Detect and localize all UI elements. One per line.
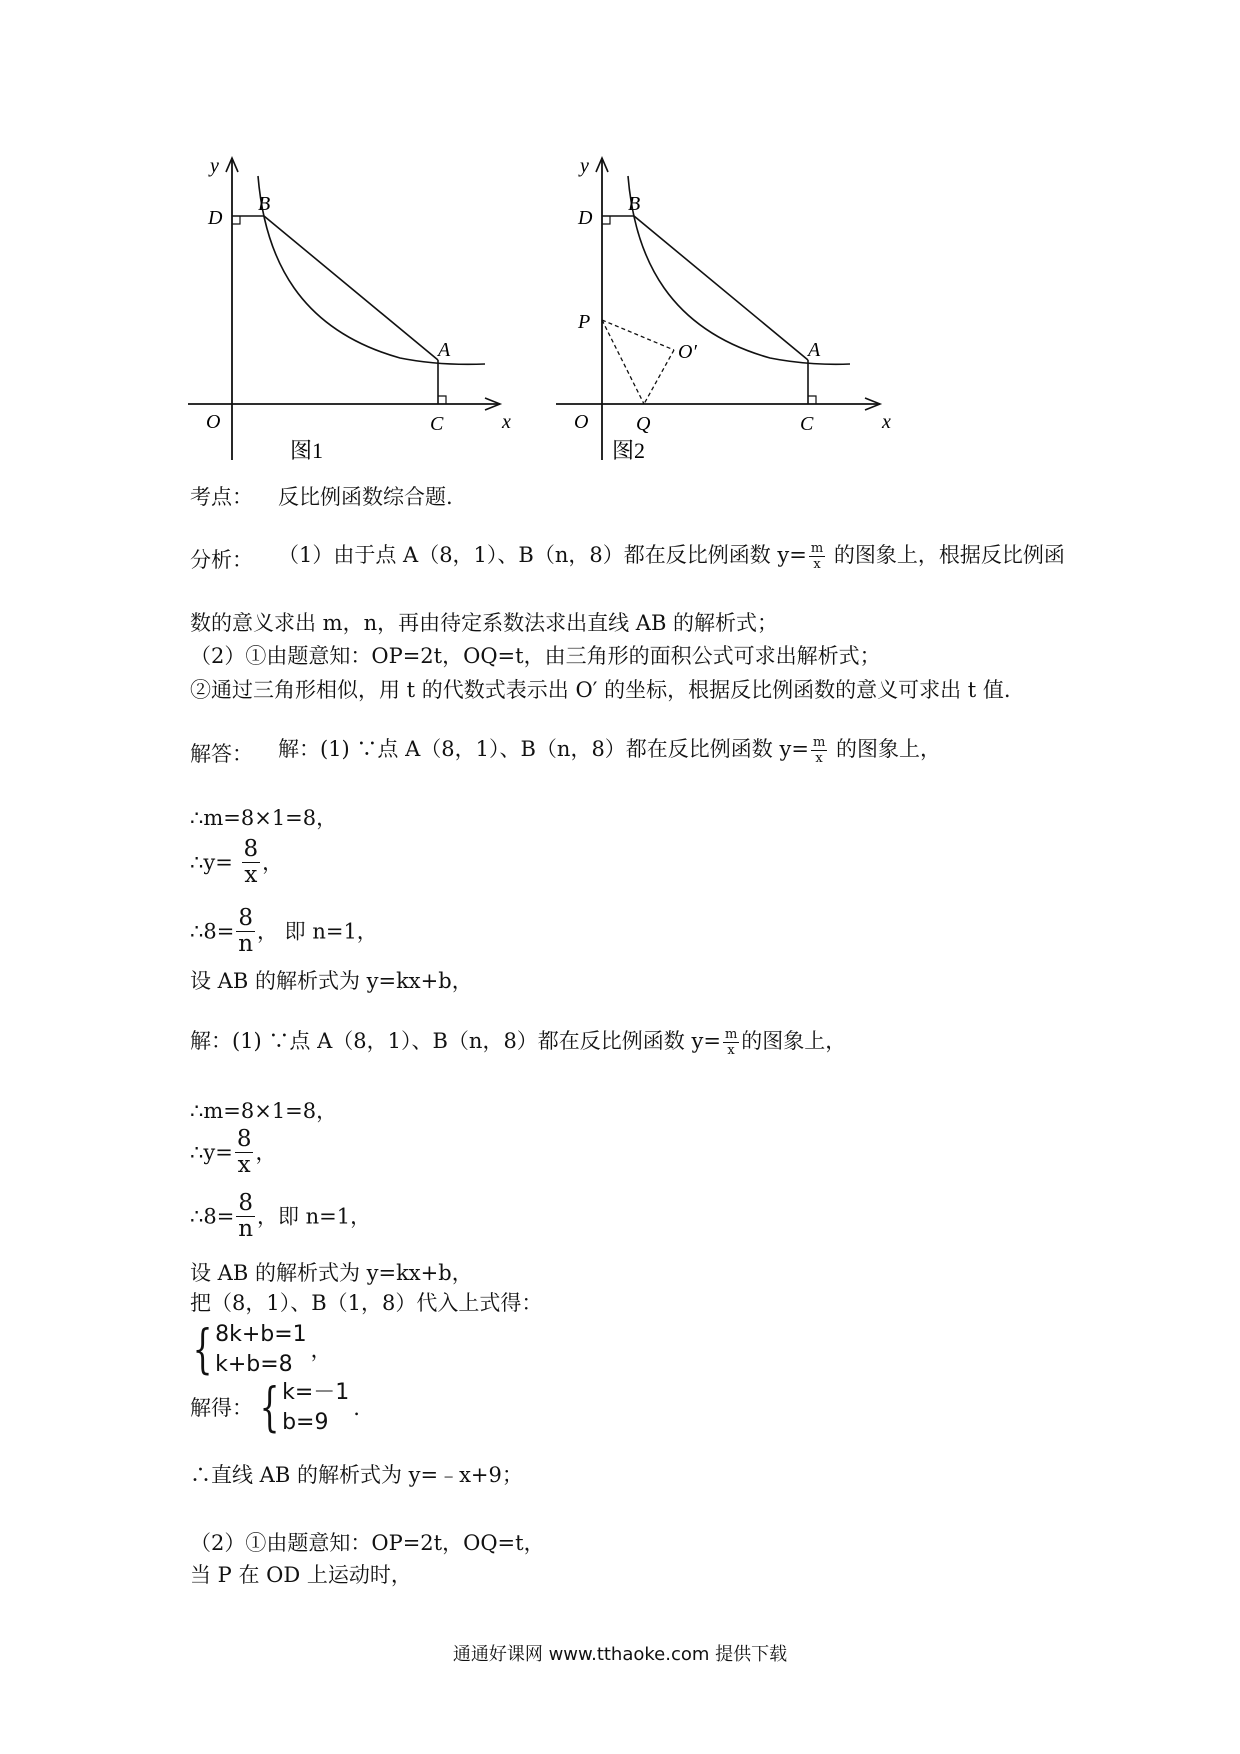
jieda-fraction xyxy=(811,736,827,765)
fig2-label-x: x xyxy=(882,411,891,433)
sol2-step-2 xyxy=(190,1128,276,1177)
sol2-step-3-den: n xyxy=(238,1216,254,1242)
sol2-system-2-eq2: b=9 xyxy=(282,1410,329,1435)
fig2-right-angle-d xyxy=(602,216,610,224)
figure-2 xyxy=(550,150,900,470)
jieda-step-1: ∴m=8×1=8， xyxy=(190,806,338,830)
fenxi-line-3: （2）①由题意知：OP=2t，OQ=t，由三角形的面积公式可求出解析式； xyxy=(190,644,881,668)
jieda-step-3-num: 8 xyxy=(238,905,253,931)
kaodian-text: 反比例函数综合题. xyxy=(278,485,453,509)
fig1-label-y: y xyxy=(210,155,219,177)
fenxi-line-1a: （1）由于点 A（8，1）、B（n，8）都在反比例函数 y= xyxy=(278,543,807,567)
sol2-step-2b: ， xyxy=(255,1140,277,1165)
fig1-label-o: O xyxy=(206,411,221,433)
jieda-step-2-den: x xyxy=(244,862,258,888)
fig2-right-angle-c xyxy=(808,396,816,404)
jieda-step-3 xyxy=(190,907,378,956)
fenxi-line-1 xyxy=(278,542,1065,571)
fenxi-fraction xyxy=(809,542,825,571)
sol2-step-3b: ，即 n=1， xyxy=(256,1204,372,1229)
sol2-system-2-end: . xyxy=(353,1396,360,1420)
fig2-label-p: P xyxy=(578,311,591,333)
jieda-step-2-num: 8 xyxy=(243,836,259,862)
sol2-system-1-eq2: k+b=8 xyxy=(215,1352,293,1377)
jieda-line-1b: 的图象上， xyxy=(829,737,941,761)
kaodian-label: 考点： xyxy=(190,485,253,509)
sol2-step-8: （2）①由题意知：OP=2t，OQ=t， xyxy=(190,1531,545,1555)
fig2-label-q: Q xyxy=(636,413,651,435)
fig2-label-c: C xyxy=(800,413,814,435)
jieda-step-3a: ∴8= xyxy=(190,919,235,944)
jieda-step-3-fraction xyxy=(236,907,255,956)
jieda-step-3-den: n xyxy=(238,931,254,957)
sol2-step-3-fraction xyxy=(236,1192,255,1241)
jieda-step-3b: ， 即 n=1， xyxy=(256,919,378,944)
sol2-step-7: ∴直线 AB 的解析式为 y=﹣x+9； xyxy=(190,1463,523,1487)
fenxi-line-2: 数的意义求出 m，n，再由待定系数法求出直线 AB 的解析式； xyxy=(190,611,779,635)
fig2-label-d: D xyxy=(578,207,593,229)
jieda-step-2-fraction xyxy=(242,838,261,887)
fig1-caption: 图1 xyxy=(290,438,324,463)
sol2-step-5: 把（8，1）、B（1，8）代入上式得： xyxy=(190,1291,543,1315)
jieda-label: 解答： xyxy=(190,742,253,766)
fig2-label-a: A xyxy=(808,339,821,361)
jieda-step-4: 设 AB 的解析式为 y=kx+b， xyxy=(190,969,473,993)
sol2-system-1 xyxy=(186,1320,332,1380)
sol2-step-6: 解得： xyxy=(190,1396,253,1420)
fig2-caption: 图2 xyxy=(612,438,646,463)
sol2-step-4: 设 AB 的解析式为 y=kx+b， xyxy=(190,1261,473,1285)
fig2-hyperbola xyxy=(628,176,850,364)
fig2-label-y: y xyxy=(580,155,589,177)
sol2-system-1-eq1: 8k+b=1 xyxy=(215,1322,307,1347)
sol2-step-1: ∴m=8×1=8， xyxy=(190,1099,338,1123)
sol2-line-1 xyxy=(190,1028,846,1057)
jieda-frac-den: x xyxy=(815,751,823,766)
sol2-frac-num: m xyxy=(724,1027,738,1042)
fig2-label-b: B xyxy=(628,193,641,215)
jieda-step-2 xyxy=(190,838,283,887)
fig1-label-a: A xyxy=(438,339,451,361)
sol2-step-2-den: x xyxy=(237,1152,251,1178)
jieda-line-1 xyxy=(278,736,941,765)
sol2-system-1-brace: { xyxy=(192,1320,213,1380)
sol2-fraction xyxy=(723,1028,739,1057)
fig2-label-o: O xyxy=(574,411,589,433)
fig1-hyperbola xyxy=(258,176,485,364)
sol2-line-1a: 解：(1) ∵点 A（8，1）、B（n，8）都在反比例函数 y= xyxy=(190,1029,721,1053)
fig2-dashed-pq xyxy=(602,320,644,404)
fig1-label-x: x xyxy=(502,411,511,433)
sol2-system-1-end: ， xyxy=(310,1338,332,1362)
sol2-step-2-fraction xyxy=(235,1128,254,1177)
fig2-dashed-po xyxy=(602,320,674,350)
sol2-system-2-eq1: k=－1 xyxy=(282,1380,350,1405)
fenxi-frac-num: m xyxy=(810,541,824,556)
fig1-label-b: B xyxy=(258,193,271,215)
fig1-right-angle-d xyxy=(232,216,240,224)
sol2-step-2a: ∴y= xyxy=(190,1140,233,1165)
sol2-system-2-brace: { xyxy=(259,1378,280,1438)
sol2-step-3-num: 8 xyxy=(238,1190,253,1216)
fenxi-frac-den: x xyxy=(813,557,821,572)
sol2-line-1b: 的图象上， xyxy=(741,1029,847,1053)
jieda-line-1a: 解：(1) ∵点 A（8，1）、B（n，8）都在反比例函数 y= xyxy=(278,737,809,761)
fenxi-label: 分析： xyxy=(190,548,253,572)
jieda-frac-num: m xyxy=(812,735,826,750)
sol2-step-3 xyxy=(190,1192,371,1241)
jieda-step-2b: ， xyxy=(262,850,284,875)
figure-1 xyxy=(180,150,520,470)
fig2-dashed-oq xyxy=(644,350,674,404)
page-footer: 通通好课网 www.tthaoke.com 提供下载 xyxy=(452,1644,788,1665)
sol2-step-3a: ∴8= xyxy=(190,1204,235,1229)
fig1-label-c: C xyxy=(430,413,444,435)
fenxi-line-4: ②通过三角形相似，用 t 的代数式表示出 O′ 的坐标，根据反比例函数的意义可求出 t 值. xyxy=(190,678,1011,702)
fig1-label-d: D xyxy=(208,207,223,229)
sol2-system-2 xyxy=(190,1378,360,1438)
jieda-step-2a: ∴y= xyxy=(190,850,240,875)
sol2-frac-den: x xyxy=(727,1043,735,1058)
fig2-label-o-prime: O′ xyxy=(678,341,697,363)
sol2-step-9: 当 P 在 OD 上运动时， xyxy=(190,1563,412,1587)
sol2-step-2-num: 8 xyxy=(236,1126,252,1152)
fenxi-line-1b: 的图象上，根据反比例函 xyxy=(827,543,1065,567)
fig1-right-angle-c xyxy=(438,396,446,404)
